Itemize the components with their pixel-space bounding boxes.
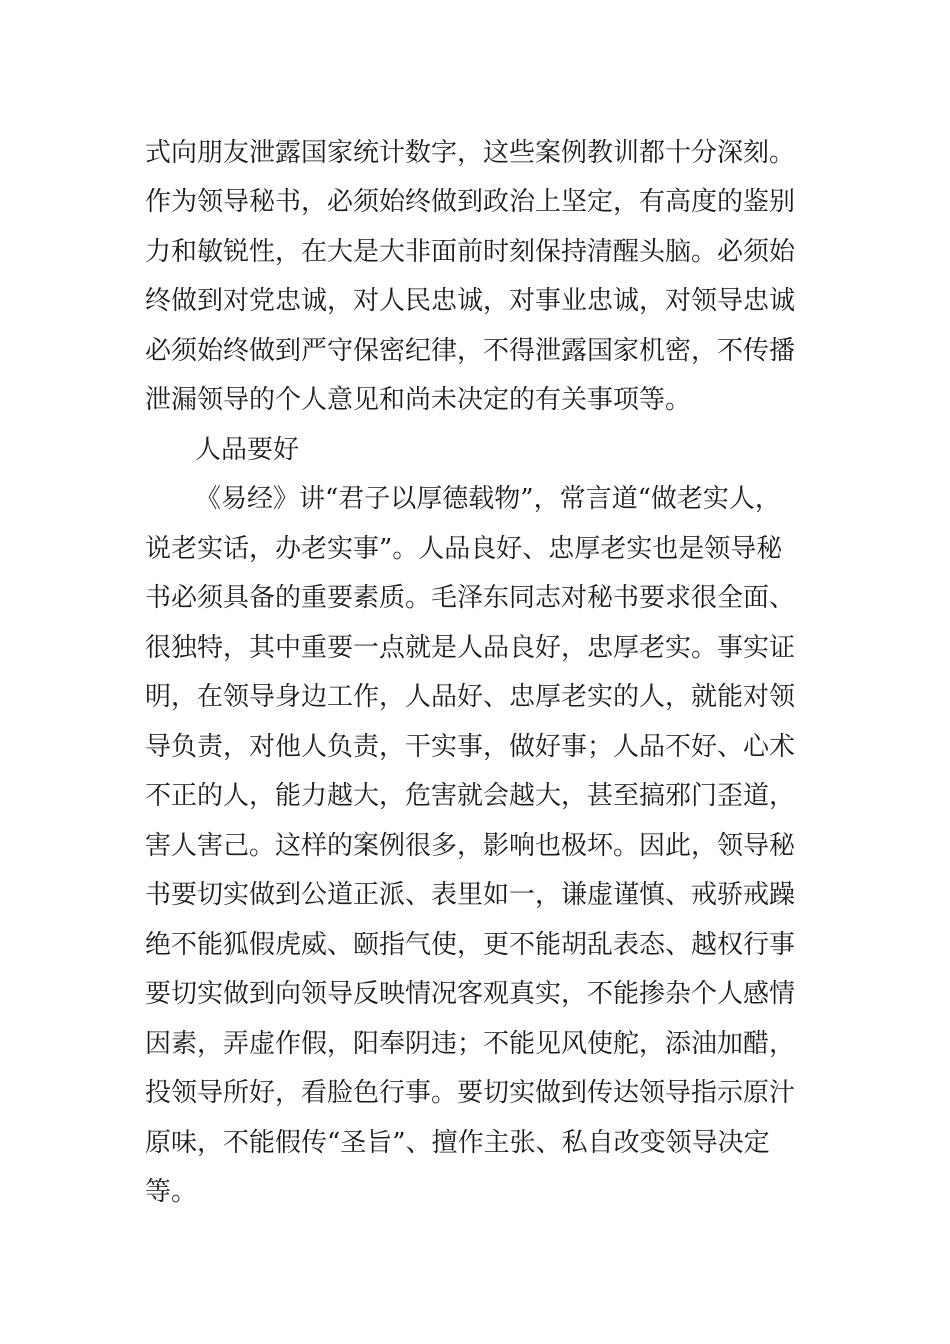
text-line: 《易经》讲“君子以厚德载物”，常言道“做老实人， (195, 484, 781, 514)
text-line: 投领导所好，看脸色行事。要切实做到传达领导指示原汁 (145, 1078, 796, 1108)
text-line: 不正的人，能力越大，危害就会越大，甚至搞邪门歪道， (145, 781, 796, 811)
text-line: 书要切实做到公道正派、表里如一，谦虚谨慎、戒骄戒躁 (145, 880, 796, 910)
text-line: 很独特，其中重要一点就是人品良好，忠厚老实。事实证 (145, 633, 796, 663)
text-line: 要切实做到向领导反映情况客观真实，不能掺杂个人感情 (145, 979, 796, 1009)
section-heading: 人品要好 (195, 435, 300, 465)
text-line: 书必须具备的重要素质。毛泽东同志对秘书要求很全面、 (145, 583, 796, 613)
text-line: 终做到对党忠诚，对人民忠诚，对事业忠诚，对领导忠诚 (145, 286, 796, 316)
text-line: 导负责，对他人负责，干实事，做好事；人品不好、心术 (145, 732, 796, 762)
text-line: 明，在领导身边工作，人品好、忠厚老实的人，就能对领 (145, 682, 796, 712)
text-line: 泄漏领导的个人意见和尚未决定的有关事项等。 (145, 385, 692, 415)
text-line: 式向朋友泄露国家统计数字，这些案例教训都十分深刻。 (145, 138, 796, 168)
text-line: 说老实话，办老实事”。人品良好、忠厚老实也是领导秘 (145, 534, 783, 564)
text-line: 绝不能狐假虎威、颐指气使，更不能胡乱表态、越权行事 (145, 930, 796, 960)
text-line: 必须始终做到严守保密纪律，不得泄露国家机密，不传播 (145, 336, 796, 366)
text-line: 力和敏锐性，在大是大非面前时刻保持清醒头脑。必须始 (145, 237, 796, 267)
text-line: 因素，弄虚作假，阳奉阴违；不能见风使舵，添油加醋， (145, 1029, 796, 1059)
text-line: 作为领导秘书，必须始终做到政治上坚定，有高度的鉴别 (145, 187, 796, 217)
text-line: 等。 (145, 1177, 198, 1207)
text-line: 害人害己。这样的案例很多，影响也极坏。因此，领导秘 (145, 831, 796, 861)
text-line: 原味，不能假传“圣旨”、擅作主张、私自改变领导决定 (145, 1128, 770, 1158)
